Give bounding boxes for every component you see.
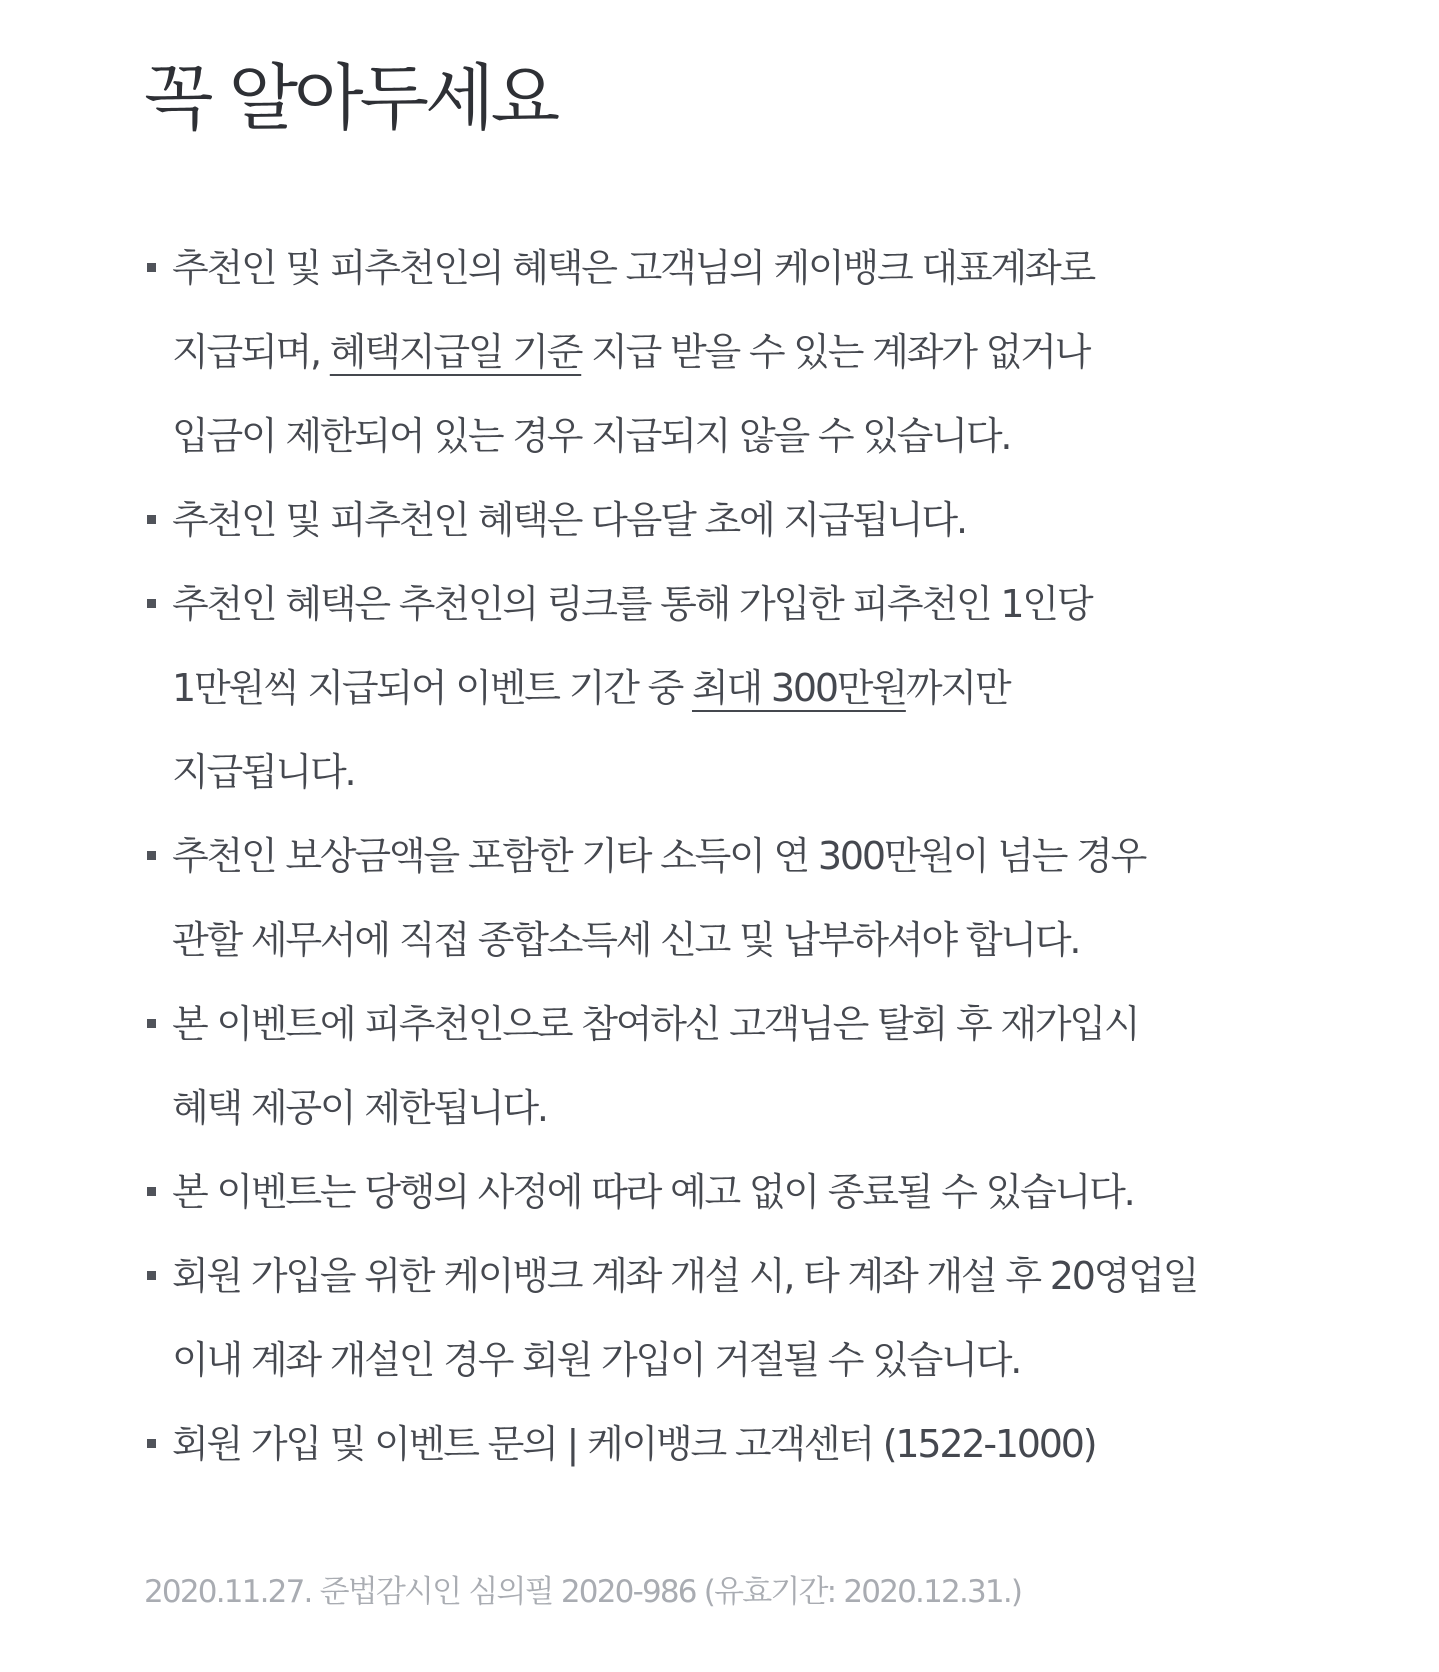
notice-text: 본 이벤트에 피추천인으로 참여하신 고객님은 탈회 후 재가입시 <box>172 1002 1139 1046</box>
notice-item <box>144 478 1304 562</box>
notice-text: 까지만 <box>905 666 1010 710</box>
compliance-footnote: 2020.11.27. 준법감시인 심의필 2020-986 (유효기간: 2020.12.31.) <box>144 1574 1022 1610</box>
notice-item <box>144 1402 1304 1486</box>
square-bullet-icon <box>147 1439 156 1448</box>
square-bullet-icon <box>147 1019 156 1028</box>
notice-line <box>172 226 1304 310</box>
notice-list <box>144 226 1304 1486</box>
emphasis-text: 최대 300만원 <box>691 666 906 710</box>
notice-text: 이내 계좌 개설인 경우 회원 가입이 거절될 수 있습니다. <box>172 1338 1021 1382</box>
notice-text: 회원 가입을 위한 케이뱅크 계좌 개설 시, 타 계좌 개설 후 20영업일 <box>172 1254 1198 1298</box>
notice-line <box>172 1318 1304 1402</box>
notice-text: 입금이 제한되어 있는 경우 지급되지 않을 수 있습니다. <box>172 414 1011 458</box>
notice-text: 지급 받을 수 있는 계좌가 없거나 <box>581 330 1090 374</box>
notice-text: 지급됩니다. <box>172 750 355 794</box>
notice-line <box>172 982 1304 1066</box>
notice-line <box>172 478 1304 562</box>
notice-line <box>172 1066 1304 1150</box>
square-bullet-icon <box>147 1271 156 1280</box>
notice-text: 지급되며, <box>172 330 330 374</box>
notice-line <box>172 1150 1304 1234</box>
notice-text: 관할 세무서에 직접 종합소득세 신고 및 납부하셔야 합니다. <box>172 918 1080 962</box>
square-bullet-icon <box>147 851 156 860</box>
notice-title: 꼭 알아두세요 <box>144 56 557 140</box>
notice-text: 추천인 및 피추천인의 혜택은 고객님의 케이뱅크 대표계좌로 <box>172 246 1094 290</box>
emphasis-text: 혜택지급일 기준 <box>329 330 582 374</box>
notice-text: 추천인 보상금액을 포함한 기타 소득이 연 300만원이 넘는 경우 <box>172 834 1146 878</box>
notice-text: 혜택 제공이 제한됩니다. <box>172 1086 547 1130</box>
notice-item <box>144 982 1304 1150</box>
notice-item <box>144 1234 1304 1402</box>
notice-line <box>172 310 1304 394</box>
square-bullet-icon <box>147 1187 156 1196</box>
notice-text: 본 이벤트는 당행의 사정에 따라 예고 없이 종료될 수 있습니다. <box>172 1170 1134 1214</box>
notice-line <box>172 730 1304 814</box>
notice-item <box>144 814 1304 982</box>
notice-item <box>144 226 1304 478</box>
notice-item <box>144 562 1304 814</box>
notice-line <box>172 1234 1304 1318</box>
notice-section <box>144 48 1304 1486</box>
notice-line <box>172 394 1304 478</box>
notice-text: 회원 가입 및 이벤트 문의 | 케이뱅크 고객센터 (1522-1000) <box>172 1422 1096 1466</box>
square-bullet-icon <box>147 599 156 608</box>
notice-text: 추천인 및 피추천인 혜택은 다음달 초에 지급됩니다. <box>172 498 966 542</box>
notice-text: 1만원씩 지급되어 이벤트 기간 중 <box>172 666 692 710</box>
notice-line <box>172 1402 1304 1486</box>
notice-line <box>172 898 1304 982</box>
notice-line <box>172 814 1304 898</box>
notice-line <box>172 646 1304 730</box>
square-bullet-icon <box>147 515 156 524</box>
square-bullet-icon <box>147 263 156 272</box>
notice-item <box>144 1150 1304 1234</box>
notice-line <box>172 562 1304 646</box>
notice-text: 추천인 혜택은 추천인의 링크를 통해 가입한 피추천인 1인당 <box>172 582 1092 626</box>
